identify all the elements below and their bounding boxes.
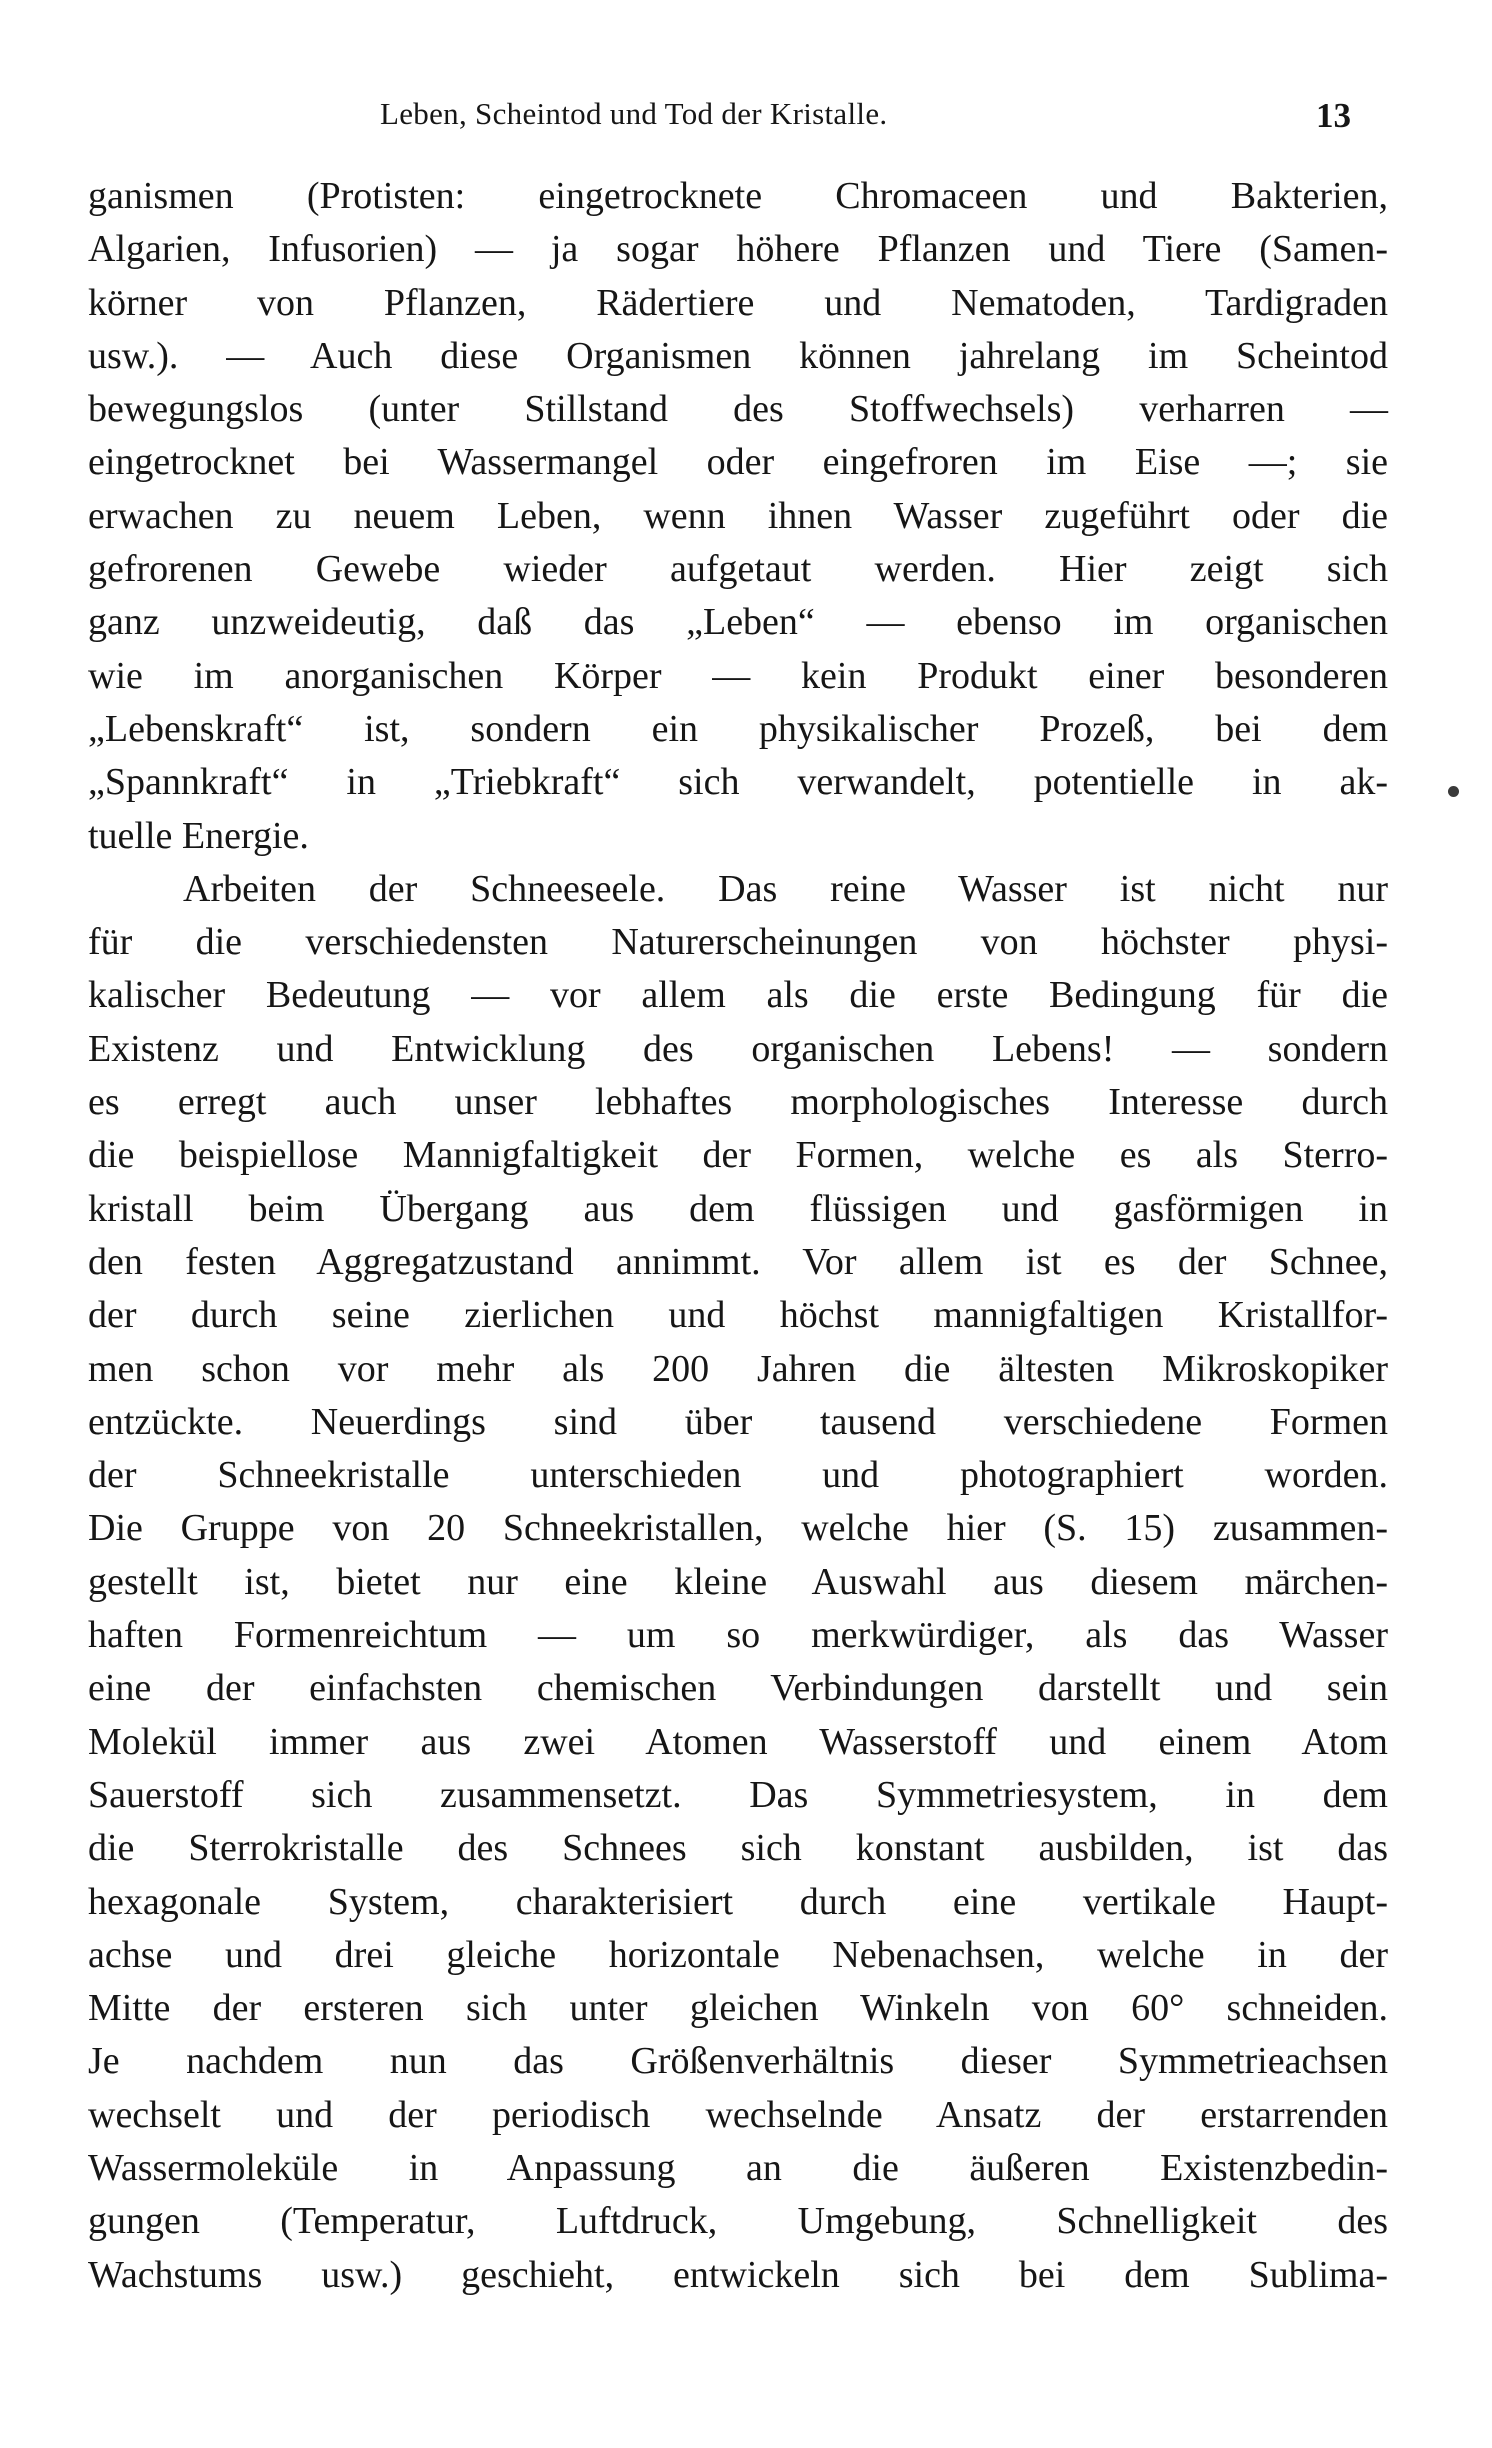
section-heading-line: Arbeiten der Schneeseele. Das reine Wasser ist nicht nur: [183, 867, 1388, 910]
text-line: wie im anorganischen Körper — kein Produkt einer besonderen: [88, 654, 1388, 697]
text-line: Existenz und Entwicklung des organischen Lebens! — sondern: [88, 1027, 1388, 1070]
text-line: „Spannkraft“ in „Triebkraft“ sich verwandelt, potentielle in ak-: [88, 761, 1388, 804]
text-line: Wachstums usw.) geschieht, entwickeln sich bei dem Sublima-: [88, 2253, 1388, 2296]
text-line: eingetrocknet bei Wassermangel oder eingefroren im Eise —; sie: [88, 441, 1388, 484]
text-line: Algarien, Infusorien) — ja sogar höhere Pflanzen und Tiere (Samen-: [88, 228, 1388, 271]
text-line: eine der einfachsten chemischen Verbindungen darstellt und sein: [88, 1667, 1388, 1710]
text-line: der durch seine zierlichen und höchst mannigfaltigen Kristallfor-: [88, 1294, 1388, 1337]
text-line: erwachen zu neuem Leben, wenn ihnen Wasser zugeführt oder die: [88, 494, 1388, 537]
text-line: Die Gruppe von 20 Schneekristallen, welche hier (S. 15) zusammen-: [88, 1507, 1388, 1550]
text-line: gungen (Temperatur, Luftdruck, Umgebung, Schnelligkeit des: [88, 2200, 1388, 2243]
text-line: hexagonale System, charakterisiert durch eine vertikale Haupt-: [88, 1880, 1388, 1923]
text-line: kristall beim Übergang aus dem flüssigen und gasförmigen in: [88, 1187, 1388, 1230]
text-line: bewegungslos (unter Stillstand des Stoffwechsels) verharren —: [88, 388, 1388, 431]
text-line: die beispiellose Mannigfaltigkeit der Formen, welche es als Sterro-: [88, 1134, 1388, 1177]
text-line: haften Formenreichtum — um so merkwürdiger, als das Wasser: [88, 1614, 1388, 1657]
margin-mark: [1448, 786, 1459, 797]
text-line: Wassermoleküle in Anpassung an die äußeren Existenzbedin-: [88, 2146, 1388, 2189]
text-line: ganz unzweideutig, daß das „Leben“ — ebenso im organischen: [88, 601, 1388, 644]
text-line: wechselt und der periodisch wechselnde Ansatz der erstarrenden: [88, 2093, 1388, 2136]
text-line: körner von Pflanzen, Rädertiere und Nematoden, Tardigraden: [88, 281, 1388, 324]
body-text: [88, 170, 1388, 2302]
text-line: kalischer Bedeutung — vor allem als die erste Bedingung für die: [88, 974, 1388, 1017]
text-line: entzückte. Neuerdings sind über tausend verschiedene Formen: [88, 1400, 1388, 1443]
text-line: der Schneekristalle unterschieden und photographiert worden.: [88, 1454, 1388, 1497]
text-line: tuelle Energie.: [88, 814, 309, 857]
text-line: Mitte der ersteren sich unter gleichen Winkeln von 60° schneiden.: [88, 1987, 1388, 2030]
text-line: usw.). — Auch diese Organismen können jahrelang im Scheintod: [88, 334, 1388, 377]
text-line: „Lebenskraft“ ist, sondern ein physikalischer Prozeß, bei dem: [88, 707, 1388, 750]
text-line: Je nachdem nun das Größenverhältnis dieser Symmetrieachsen: [88, 2040, 1388, 2083]
text-line: Sauerstoff sich zusammensetzt. Das Symmetriesystem, in dem: [88, 1773, 1388, 1816]
text-line: gestellt ist, bietet nur eine kleine Auswahl aus diesem märchen-: [88, 1560, 1388, 1603]
text-line: men schon vor mehr als 200 Jahren die ältesten Mikroskopiker: [88, 1347, 1388, 1390]
text-line: die Sterrokristalle des Schnees sich konstant ausbilden, ist das: [88, 1827, 1388, 1870]
text-line: achse und drei gleiche horizontale Nebenachsen, welche in der: [88, 1933, 1388, 1976]
text-line: den festen Aggregatzustand annimmt. Vor allem ist es der Schnee,: [88, 1240, 1388, 1283]
text-line: ganismen (Protisten: eingetrocknete Chromaceen und Bakterien,: [88, 175, 1388, 217]
page-number: 13: [1316, 96, 1351, 135]
text-line: Molekül immer aus zwei Atomen Wasserstoff und einem Atom: [88, 1720, 1388, 1763]
running-header: Leben, Scheintod und Tod der Kristalle.: [380, 96, 888, 131]
text-line: gefrorenen Gewebe wieder aufgetaut werden. Hier zeigt sich: [88, 548, 1388, 591]
text-line: für die verschiedensten Naturerscheinungen von höchster physi-: [88, 921, 1388, 964]
text-line: es erregt auch unser lebhaftes morphologisches Interesse durch: [88, 1081, 1388, 1124]
